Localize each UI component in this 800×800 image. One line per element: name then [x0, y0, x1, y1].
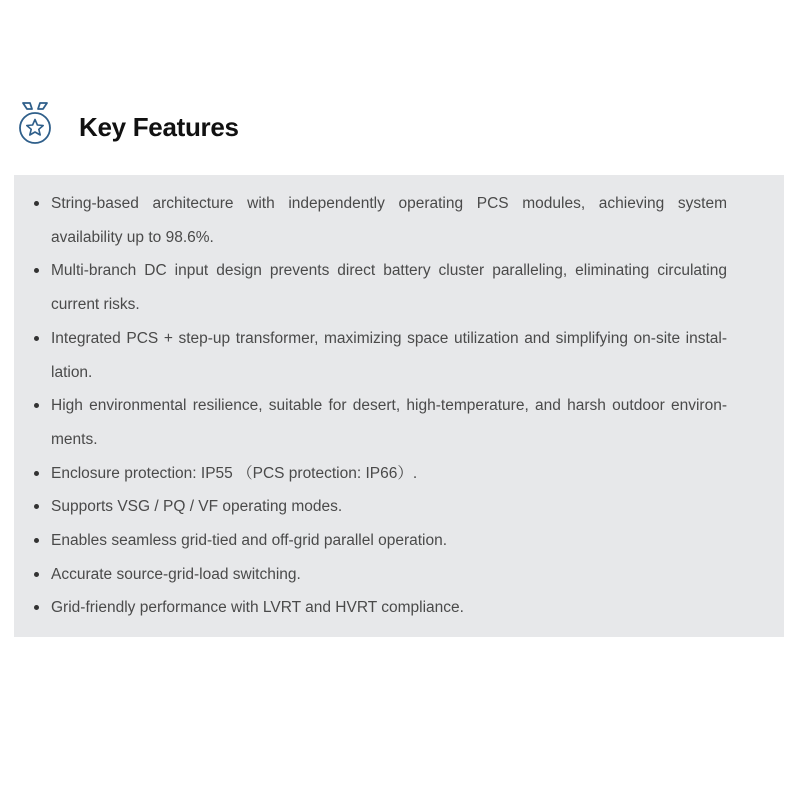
feature-item: Integrated PCS + step-up transformer, maximizing space utilization and simplifying on-site installation. [14, 322, 727, 389]
feature-item: Accurate source-grid-load switching. [14, 558, 727, 592]
feature-item: Enclosure protection: IP55 （PCS protection: IP66）. [14, 457, 727, 491]
feature-item: String-based architecture with independently operating PCS modules, achieving system availability up to 98.6%. [14, 187, 727, 254]
feature-item: Supports VSG / PQ / VF operating modes. [14, 490, 727, 524]
feature-item: Multi-branch DC input design prevents direct battery cluster paralleling, eliminating circulating current risks. [14, 254, 727, 321]
feature-item: Enables seamless grid-tied and off-grid parallel operation. [14, 524, 727, 558]
feature-list [14, 187, 784, 625]
section-header [17, 100, 417, 150]
feature-item: High environmental resilience, suitable for desert, high-temperature, and harsh outdoor environments. [14, 389, 727, 456]
medal-star-icon [17, 100, 53, 148]
features-panel [14, 175, 784, 637]
section-title: Key Features [79, 112, 239, 142]
feature-item: Grid-friendly performance with LVRT and HVRT compliance. [14, 591, 727, 625]
